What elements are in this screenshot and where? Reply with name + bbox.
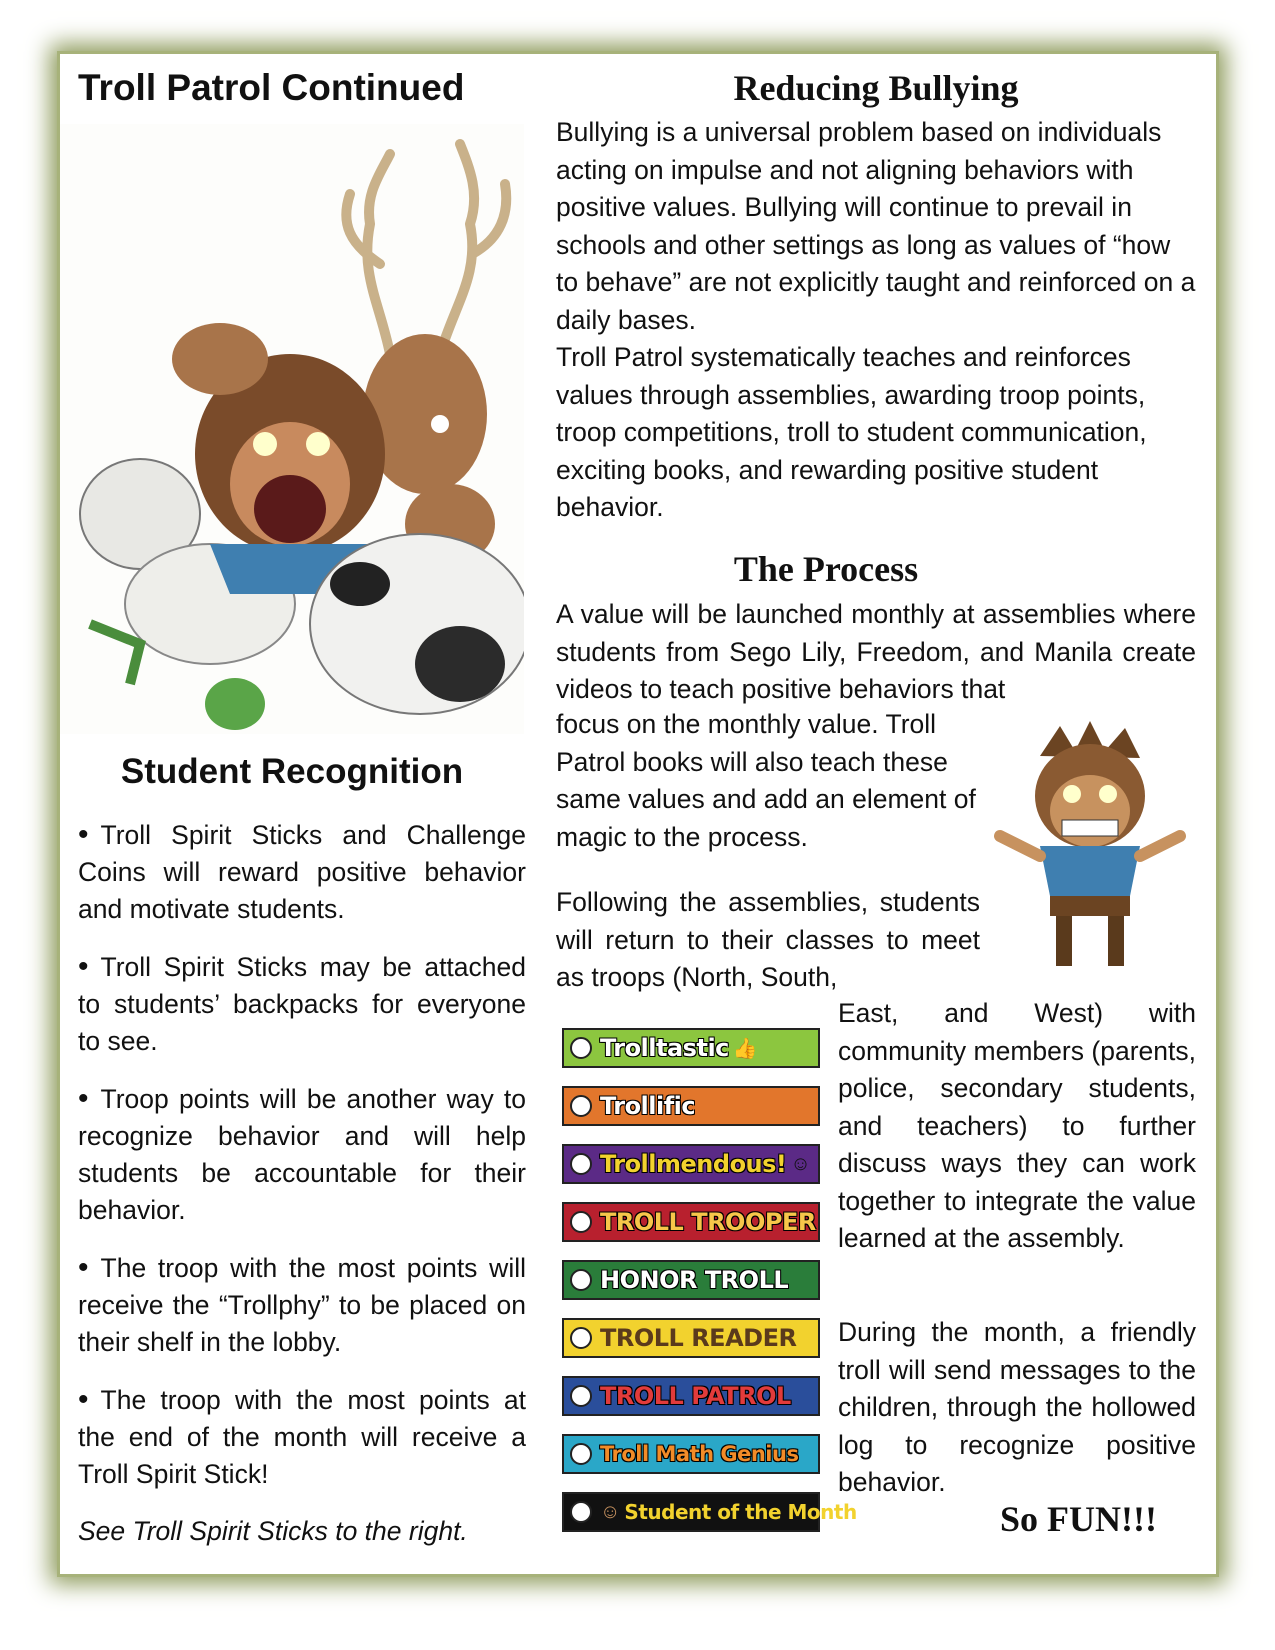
spirit-stick-troll-trooper: TROLL TROOPER bbox=[562, 1202, 820, 1242]
bullying-paragraph-2: Troll Patrol systematically teaches and reinforces values through assemblies, awarding troop points, troop competitions, troll to student communication, exciting books, and rewarding positive student behavior. bbox=[556, 342, 1147, 522]
spirit-sticks bbox=[562, 1028, 857, 1550]
list-item: • Troll Spirit Sticks may be attached to students’ backpacks for everyone to see. bbox=[78, 950, 526, 1056]
closing-text: So FUN!!! bbox=[1000, 1499, 1157, 1539]
thumbs-up-icon: 👍 bbox=[732, 1037, 758, 1060]
spirit-stick-troll-math-genius: Troll Math Genius bbox=[562, 1434, 820, 1474]
process-title: The Process bbox=[733, 549, 919, 589]
bullet-icon: • bbox=[78, 818, 89, 851]
bullet-icon: • bbox=[78, 1251, 89, 1284]
troll-illustration bbox=[990, 716, 1190, 976]
reducing-bullying-title: Reducing Bullying bbox=[733, 68, 1019, 108]
spirit-stick-trollific: Trollific bbox=[562, 1086, 820, 1126]
circle-icon bbox=[570, 1327, 592, 1349]
list-item: • The troop with the most points will receive the “Trollphy” to be placed on their shelf in the lobby. bbox=[78, 1251, 526, 1357]
list-item: • The troop with the most points at the end of the month will receive a Troll Spirit Stick! bbox=[78, 1383, 526, 1489]
list-item: • Troll Spirit Sticks and Challenge Coins will reward positive behavior and motivate students. bbox=[78, 818, 526, 924]
troll-face-icon: ☺ bbox=[600, 1500, 621, 1523]
circle-icon bbox=[570, 1385, 592, 1407]
process-paragraph-3: East, and West) with community members (parents, police, secondary students, and teachers) to further discuss ways they can work together to integrate the value learned at the assembly. bbox=[838, 998, 1196, 1253]
bullet-icon: • bbox=[78, 1383, 89, 1416]
circle-icon bbox=[570, 1037, 592, 1059]
spirit-stick-trolltastic: Trolltastic 👍 bbox=[562, 1028, 820, 1068]
process-paragraph-2: Following the assemblies, students will return to their classes to meet as troops (North, South, bbox=[556, 887, 980, 992]
process-paragraph-1b: focus on the monthly value. Troll Patrol books will also teach these same values and add an element of magic to the process. bbox=[556, 709, 976, 852]
bullet-icon: • bbox=[78, 950, 89, 983]
circle-icon bbox=[570, 1095, 592, 1117]
recognition-list bbox=[78, 816, 526, 1570]
spirit-stick-student-of-the-month: ☺ Student of the Month bbox=[562, 1492, 820, 1532]
hero-illustration bbox=[60, 124, 524, 734]
bullet-icon: • bbox=[78, 1082, 89, 1115]
spirit-stick-troll-patrol: TROLL PATROL bbox=[562, 1376, 820, 1416]
circle-icon bbox=[570, 1269, 592, 1291]
spirit-stick-troll-reader: TROLL READER bbox=[562, 1318, 820, 1358]
process-paragraph-4: During the month, a friendly troll will send messages to the children, through the hollowed log to recognize positive behavior. bbox=[838, 1317, 1196, 1497]
list-item: • Troop points will be another way to recognize behavior and will help students be accountable for their behavior. bbox=[78, 1082, 526, 1225]
sticks-note: See Troll Spirit Sticks to the right. bbox=[78, 1516, 468, 1546]
circle-icon bbox=[570, 1211, 592, 1233]
circle-icon bbox=[570, 1443, 592, 1465]
page-title: Troll Patrol Continued bbox=[78, 67, 465, 108]
process-paragraph-1a: A value will be launched monthly at assemblies where students from Sego Lily, Freedom, and Manila create videos to teach positive behaviors that bbox=[556, 599, 1196, 704]
troll-face-icon: ☺ bbox=[790, 1152, 811, 1175]
reducing-bullying-section bbox=[556, 66, 1196, 527]
circle-icon bbox=[570, 1153, 592, 1175]
spirit-stick-honor-troll: HONOR TROLL bbox=[562, 1260, 820, 1300]
spirit-stick-trollmendous: Trollmendous! ☺ bbox=[562, 1144, 820, 1184]
bullying-paragraph-1: Bullying is a universal problem based on individuals acting on impulse and not aligning behaviors with positive values. Bullying will continue to prevail in schools and other settings as long as values of “how to behave” are not explicitly taught and reinforced on a daily bases. bbox=[556, 117, 1196, 335]
circle-icon bbox=[570, 1501, 592, 1523]
student-recognition-title: Student Recognition bbox=[120, 752, 464, 791]
